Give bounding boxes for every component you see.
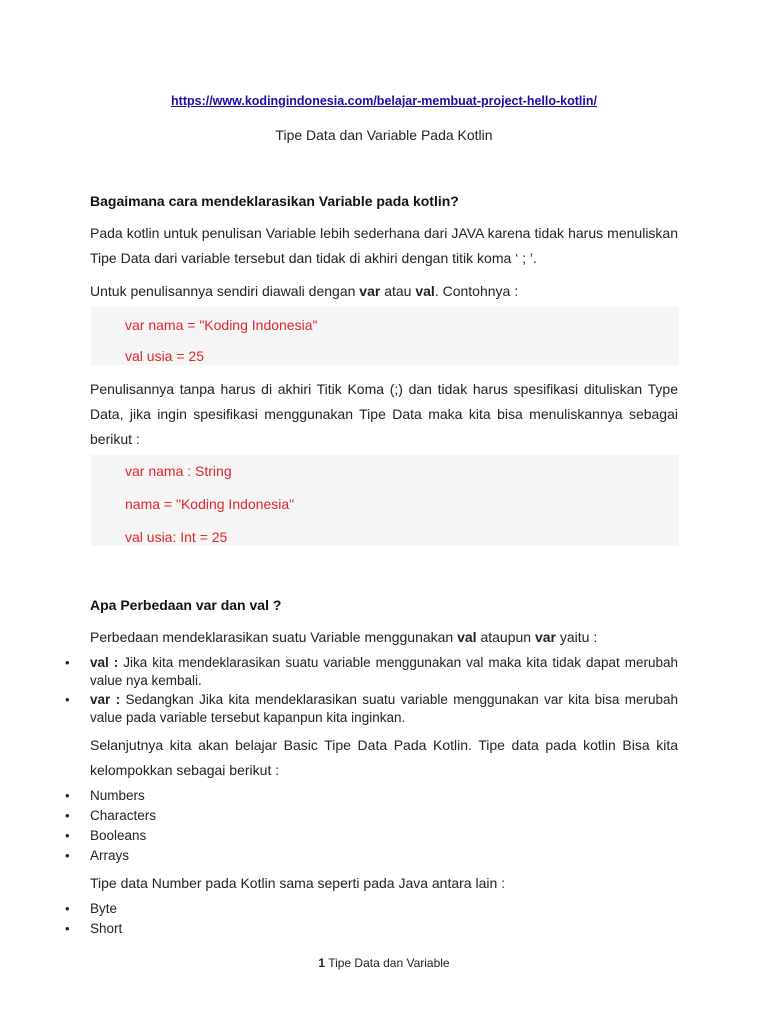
page-number: 1 bbox=[318, 956, 326, 970]
paragraph-no-semicolon: Penulisannya tanpa harus di akhiri Titik Koma (;) dan tidak harus spesifikasi dituliskan Type Data, jika ingin spesifikasi menggunakan Tipe Data maka kita bisa menuliskannya sebagai berikut : bbox=[90, 381, 678, 447]
bullet: • bbox=[65, 788, 70, 803]
list-item bbox=[60, 847, 678, 865]
paragraph-basic-types: Selanjutnya kita akan belajar Basic Tipe Data Pada Kotlin. Tipe data pada kotlin Bisa kita kelompokkan sebagai berikut : bbox=[90, 737, 678, 778]
bullet: • bbox=[65, 808, 70, 823]
bullet: • bbox=[65, 901, 70, 916]
list-item bbox=[60, 827, 678, 845]
code-line: val usia: Int = 25 bbox=[125, 529, 228, 545]
keyword-val: val bbox=[457, 629, 477, 645]
paragraph-start bbox=[90, 279, 678, 304]
list-item-text: Characters bbox=[90, 808, 157, 823]
list-item bbox=[60, 654, 678, 690]
text: Sedangkan Jika kita mendeklarasikan suatu variable menggunakan var kita bisa merubah value pada variable tersebut kapanpun kita inginkan. bbox=[90, 692, 678, 725]
bullet: • bbox=[65, 848, 70, 863]
keyword-var: var bbox=[534, 629, 556, 645]
list-item bbox=[60, 787, 678, 805]
list-item bbox=[60, 807, 678, 825]
keyword-var: var : bbox=[90, 692, 121, 707]
bullet: • bbox=[65, 655, 70, 670]
keyword-var: var bbox=[359, 283, 381, 299]
code-block-2 bbox=[91, 455, 679, 546]
code-line: var nama = "Koding Indonesia" bbox=[125, 317, 318, 333]
list-item-text: Numbers bbox=[90, 788, 145, 803]
list-item-text: Booleans bbox=[90, 828, 147, 843]
document-title: Tipe Data dan Variable Pada Kotlin bbox=[275, 127, 493, 143]
bullet: • bbox=[65, 921, 70, 936]
list-item-text: Byte bbox=[90, 901, 118, 916]
bullet: • bbox=[65, 692, 70, 707]
list-item-text: Short bbox=[90, 921, 123, 936]
code-line: nama = "Koding Indonesia" bbox=[125, 496, 295, 512]
paragraph-difference bbox=[90, 625, 678, 650]
paragraph-intro: Pada kotlin untuk penulisan Variable lebih sederhana dari JAVA karena tidak harus menuliskan Tipe Data dari variable tersebut dan tidak di akhiri dengan titik koma ‘ ; ’. bbox=[90, 225, 678, 266]
text: ataupun bbox=[476, 629, 535, 645]
paragraph-number-types: Tipe data Number pada Kotlin sama seperti pada Java antara lain : bbox=[90, 875, 506, 891]
section-heading-declare: Bagaimana cara mendeklarasikan Variable pada kotlin? bbox=[90, 193, 459, 209]
text: atau bbox=[380, 283, 416, 299]
list-item bbox=[60, 691, 678, 727]
source-link[interactable]: https://www.kodingindonesia.com/belajar-membuat-project-hello-kotlin/ bbox=[171, 94, 597, 108]
text: . Contohnya : bbox=[434, 283, 519, 299]
text: Perbedaan mendeklarasikan suatu Variable menggunakan bbox=[90, 629, 458, 645]
text: Untuk penulisannya sendiri diawali dengan bbox=[90, 283, 360, 299]
keyword-val: val bbox=[415, 283, 435, 299]
list-item-text: Arrays bbox=[90, 848, 130, 863]
text: yaitu : bbox=[556, 629, 598, 645]
footer-text: Tipe Data dan Variable bbox=[325, 956, 450, 970]
page-footer bbox=[0, 956, 768, 970]
keyword-val: val : bbox=[90, 655, 119, 670]
list-item bbox=[60, 920, 678, 938]
bullet: • bbox=[65, 828, 70, 843]
code-block-1 bbox=[91, 307, 679, 365]
list-item bbox=[60, 900, 678, 918]
code-line: val usia = 25 bbox=[125, 348, 204, 364]
section-heading-difference: Apa Perbedaan var dan val ? bbox=[90, 597, 282, 613]
text: Jika kita mendeklarasikan suatu variable menggunakan val maka kita tidak dapat merubah value nya kembali. bbox=[90, 655, 678, 688]
code-line: var nama : String bbox=[125, 463, 232, 479]
